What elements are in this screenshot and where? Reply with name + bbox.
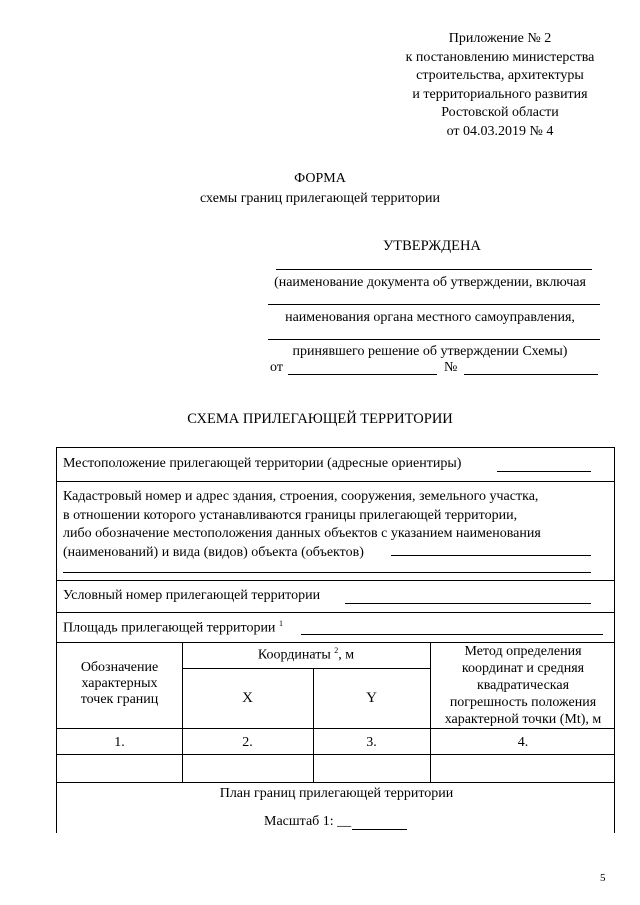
coords-subheader-divider: [182, 668, 430, 669]
approval-blank-line: [276, 269, 592, 270]
row-divider: [57, 728, 614, 729]
approval-blank-line: [268, 339, 600, 340]
scale-blank-line: [352, 829, 407, 830]
approval-date-line: [288, 374, 437, 375]
row-divider: [57, 782, 614, 783]
cadastral-line: в отношении которого устанавливаются границы прилегающей территории,: [63, 507, 518, 523]
col-number-2: 2.: [242, 735, 253, 750]
method-header-line: квадратическая: [476, 678, 570, 693]
appendix-line: Приложение № 2: [448, 31, 552, 46]
y-header: Y: [366, 690, 377, 706]
location-blank-line: [497, 471, 591, 472]
method-header-line: погрешность положения: [449, 695, 597, 710]
method-header-line: координат и средняя: [461, 661, 585, 676]
appendix-line: и территориального развития: [412, 86, 588, 102]
approval-date-label: от: [270, 360, 283, 375]
approved-label: УТВЕРЖДЕНА: [383, 238, 481, 254]
approval-caption-1: (наименование документа об утверждении, включая: [274, 275, 586, 290]
scheme-title: СХЕМА ПРИЛЕГАЮЩЕЙ ТЕРРИТОРИИ: [187, 411, 453, 427]
cadastral-blank-line-2: [63, 572, 591, 573]
cadastral-line: Кадастровый номер и адрес здания, строения, сооружения, земельного участка,: [63, 489, 539, 504]
row-divider: [57, 754, 614, 755]
col-divider: [313, 668, 314, 782]
cadastral-line: (наименований) и вида (видов) объекта (объектов): [63, 544, 364, 560]
cadastral-text: [63, 488, 541, 562]
method-header-line: Метод определения: [464, 644, 582, 659]
area-text: Площадь прилегающей территории: [63, 620, 276, 636]
appendix-line: к постановлению министерства: [405, 49, 595, 65]
col-number-3: 3.: [366, 735, 377, 750]
location-label: Местоположение прилегающей территории (адресные ориентиры): [63, 456, 462, 471]
approval-caption-2: наименования органа местного самоуправления,: [285, 310, 575, 325]
approval-number-label: №: [444, 360, 458, 375]
conditional-number-label: Условный номер прилегающей территории: [63, 588, 321, 603]
method-header-line: характерной точки (Mt), м: [444, 712, 602, 727]
points-header: [57, 660, 182, 708]
scale-label: Масштаб 1: __: [264, 814, 352, 829]
form-title-block: [0, 169, 640, 209]
row-divider: [57, 612, 614, 613]
area-blank-line: [301, 634, 603, 635]
col-number-1: 1.: [114, 735, 125, 750]
row-divider: [57, 481, 614, 482]
scheme-table: [56, 447, 615, 833]
approval-number-line: [464, 374, 598, 375]
coords-unit: , м: [338, 647, 355, 663]
points-header-line: точек границ: [80, 692, 159, 707]
appendix-line: от 04.03.2019 № 4: [446, 123, 554, 139]
appendix-line: Ростовской области: [441, 105, 559, 120]
area-label: [63, 619, 283, 637]
appendix-line: строительства, архитектуры: [416, 68, 584, 83]
coords-header: [182, 646, 430, 664]
approval-caption-3: принявшего решение об утверждении Схемы): [292, 344, 568, 359]
points-header-line: характерных: [81, 676, 158, 691]
cadastral-blank-line: [391, 555, 591, 556]
appendix-block: [380, 30, 620, 141]
approval-blank-line: [268, 304, 600, 305]
method-header: [430, 643, 616, 728]
coords-header-text: Координаты: [257, 647, 331, 663]
points-header-line: Обозначение: [80, 660, 159, 675]
page-number: 5: [600, 872, 606, 884]
x-header: X: [242, 690, 253, 706]
cadastral-line: либо обозначение местоположения данных объектов с указанием наименования: [63, 526, 541, 541]
plan-title: План границ прилегающей территории: [219, 786, 454, 801]
coords-footnote: 2: [334, 646, 339, 655]
row-divider: [57, 580, 614, 581]
col-number-4: 4.: [517, 735, 529, 750]
conditional-number-line: [345, 603, 591, 604]
area-footnote: 1: [278, 619, 283, 628]
form-subtitle: схемы границ прилегающей территории: [200, 191, 440, 206]
form-title: ФОРМА: [294, 171, 346, 186]
